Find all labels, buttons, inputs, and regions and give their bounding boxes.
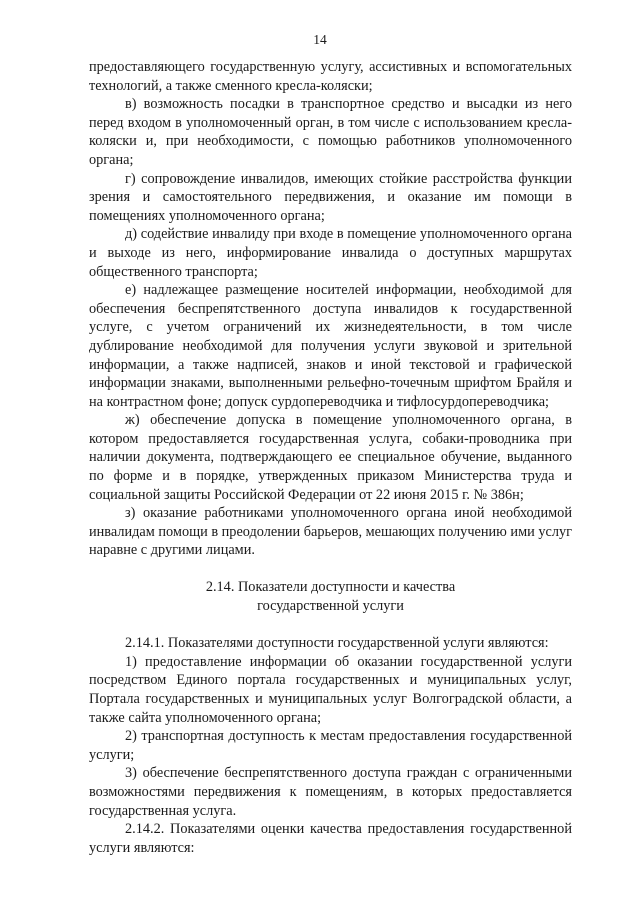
page-number: 14 bbox=[313, 32, 327, 47]
availability-item-3: 3) обеспечение беспрепятственного доступа граждан с ограниченными возможностями передвижения к помещениям, в которых предоставляется государственная услуга. bbox=[89, 765, 572, 819]
paragraph-continuation: предоставляющего государственную услугу, ассистивных и вспомогательных технологий, а также сменного кресла-коляски; bbox=[89, 59, 572, 94]
list-item-zh: ж) обеспечение допуска в помещение уполномоченного органа, в котором предоставляется государственная услуга, собаки-проводника при наличии документа, подтверждающего ее специальное обучение, выданного по форме и в порядке, утвержденных приказом Министерства труда и социальной защиты Российской Федерации от 22 июня 2015 г. № 386н; bbox=[89, 412, 572, 503]
subsection-2-14-1: 2.14.1. Показателями доступности государственной услуги являются: bbox=[125, 635, 549, 652]
availability-item-2: 2) транспортная доступность к местам предоставления государственной услуги; bbox=[89, 728, 572, 763]
subsection-2-14-2: 2.14.2. Показателями оценки качества предоставления государственной услуги являются: bbox=[89, 821, 572, 856]
section-heading-line-1: 2.14. Показатели доступности и качества bbox=[205, 579, 456, 596]
section-heading-line-2: государственной услуги bbox=[257, 597, 404, 614]
list-item-z: з) оказание работниками уполномоченного органа иной необходимой инвалидам помощи в преодолении барьеров, мешающих получению ими услуг наравне с другими лицами. bbox=[89, 505, 572, 559]
document-body bbox=[89, 58, 572, 857]
list-item-d: д) содействие инвалиду при входе в помещение уполномоченного органа и выходе из него, информирование инвалида о доступных маршрутах общественного транспорта; bbox=[89, 226, 572, 280]
list-item-g: г) сопровождение инвалидов, имеющих стойкие расстройства функции зрения и самостоятельного передвижения, и оказание им помощи в помещениях уполномоченного органа; bbox=[89, 170, 572, 224]
list-item-v: в) возможность посадки в транспортное средство и высадки из него перед входом в уполномоченный орган, в том числе с использованием кресла-коляски и, при необходимости, с помощью работников уполномоченного органа; bbox=[89, 96, 572, 168]
section-heading bbox=[89, 578, 572, 615]
availability-item-1: 1) предоставление информации об оказании государственной услуги посредством Единого портала государственных и муниципальных услуг, Портала государственных и муниципальных услуг Волгоградской области, а также сайта уполномоченного органа; bbox=[89, 653, 572, 726]
list-item-e: е) надлежащее размещение носителей информации, необходимой для обеспечения беспрепятственного доступа инвалидов к государственной услуге, с учетом ограничений их жизнедеятельности, в том числе дублирование необходимой для получения услуги звуковой и зрительной информации, а также надписей, знаков и иной текстовой и графической информации знаками, выполненными рельефно-точечным шрифтом Брайля и на контрастном фоне; допуск сурдопереводчика и тифлосурдопереводчика; bbox=[89, 282, 572, 410]
